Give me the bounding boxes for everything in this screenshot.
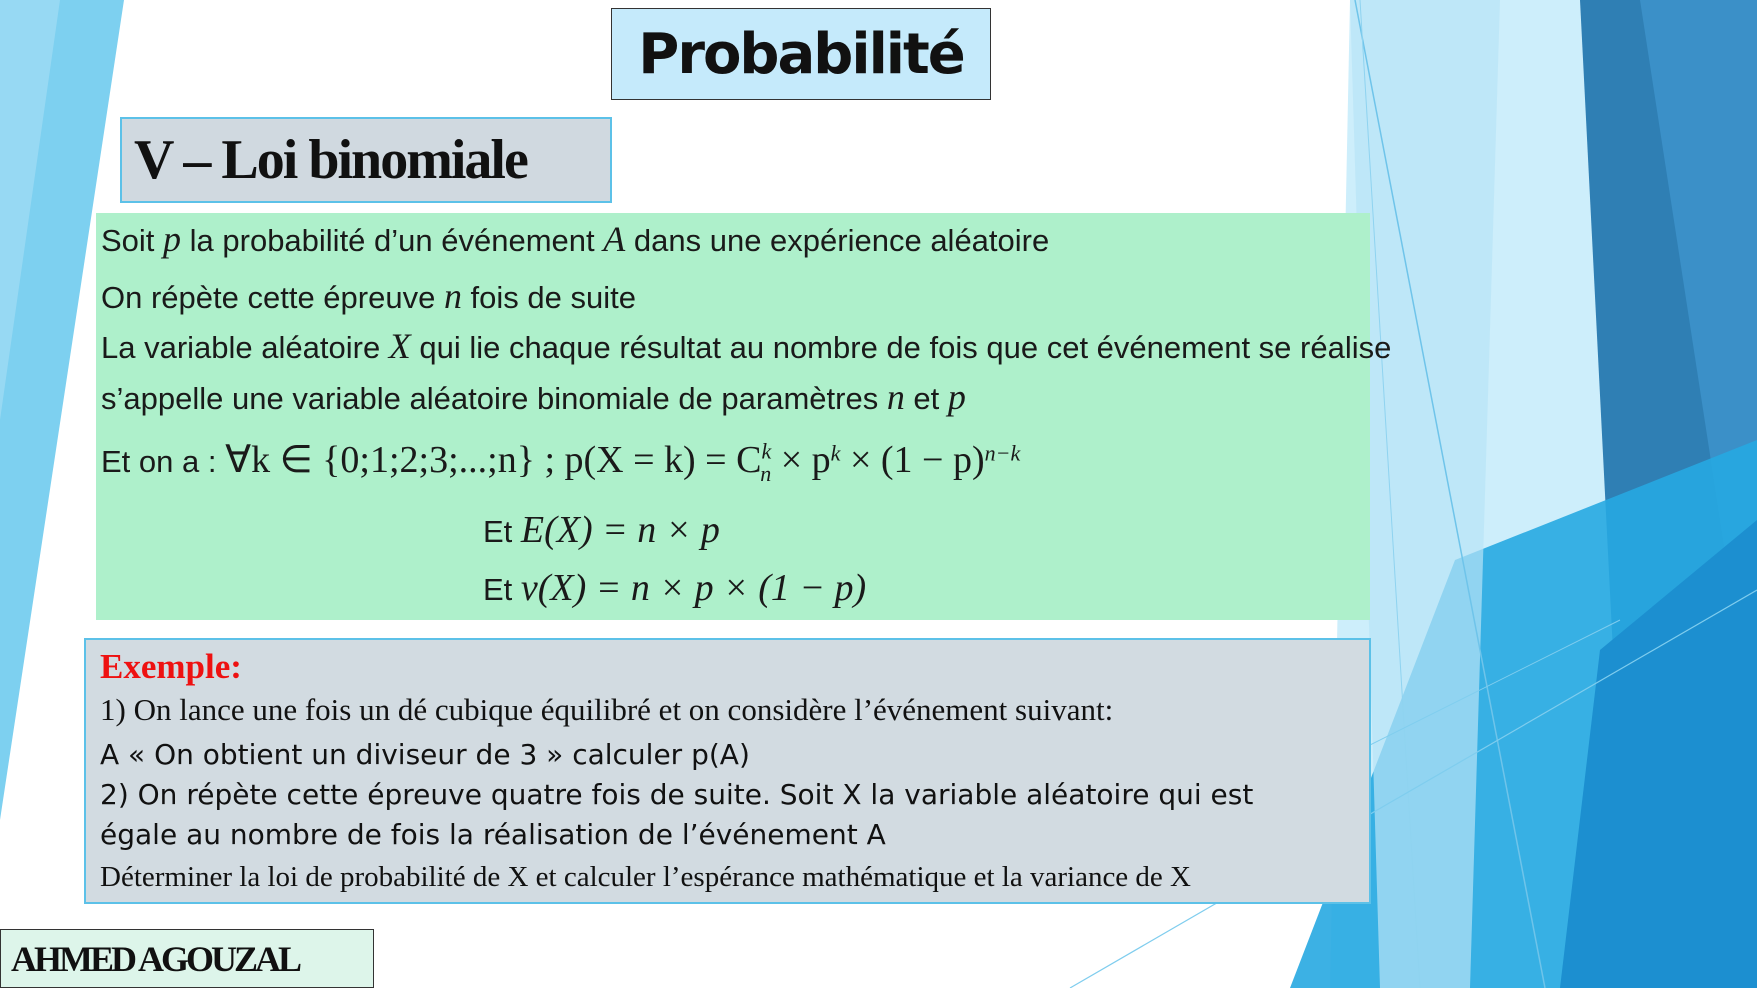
author-box (0, 929, 374, 988)
example-line-5: Déterminer la loi de probabilité de X et calculer l’espérance mathématique et la variance de X (100, 861, 1191, 893)
author-name: AHMED AGOUZAL (11, 938, 300, 979)
section-title-box (120, 117, 612, 203)
definition-line-1: Soit p la probabilité d’un événement A dans une expérience aléatoire (101, 219, 1050, 259)
section-title: V – Loi binomiale (134, 129, 527, 191)
definition-line-4: s’appelle une variable aléatoire binomiale de paramètres n et p (101, 377, 966, 417)
definition-line-3: La variable aléatoire X qui lie chaque résultat au nombre de fois que cet événement se réalise (101, 326, 1392, 366)
expectation-formula: Et E(X) = n × p (483, 509, 720, 551)
definition-line-2: On répète cette épreuve n fois de suite (101, 276, 636, 316)
example-line-1: 1) On lance une fois un dé cubique équilibré et on considère l’événement suivant: (100, 692, 1114, 727)
variance-formula: Et v(X) = n × p × (1 − p) (483, 567, 867, 609)
binomial-formula: Et on a : ∀k ∈ {0;1;2;3;...;n} ; $p(X = k) = C^k_n \times p^k \times (1 - p)^{n-k}$ (101, 438, 1021, 486)
example-line-2: A « On obtient un diviseur de 3 » calculer p(A) (100, 738, 750, 771)
definition-box (96, 213, 1392, 620)
example-line-3: 2) On répète cette épreuve quatre fois de suite. Soit X la variable aléatoire qui est (100, 778, 1254, 811)
example-title: Exemple: (100, 647, 242, 686)
page-title: Probabilité (638, 21, 964, 87)
example-box (84, 638, 1371, 904)
example-line-4: égale au nombre de fois la réalisation de l’événement A (100, 818, 886, 851)
page-title-box (611, 8, 991, 100)
